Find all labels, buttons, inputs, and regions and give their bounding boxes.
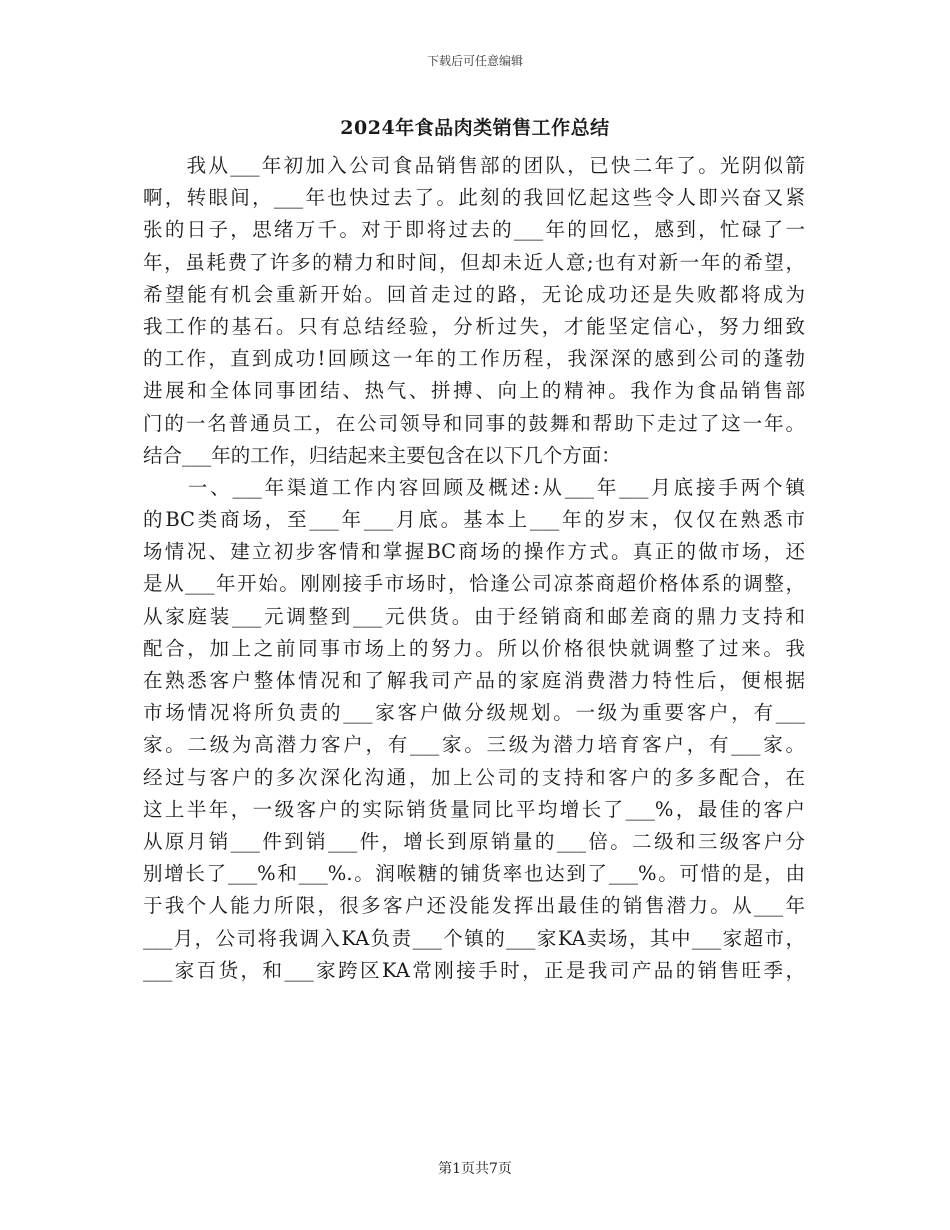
- body-line: 家。二级为高潜力客户，有___家。三级为潜力培育客户，有___家。: [143, 733, 805, 757]
- document-body: [143, 150, 805, 987]
- body-line: 的BC类商场，至___年___月底。基本上___年的岁末，仅仅在熟悉市: [143, 508, 805, 532]
- body-line: 张的日子，思绪万千。对于即将过去的___年的回忆，感到，忙碌了一: [143, 218, 805, 242]
- body-line: 于我个人能力所限，很多客户还没能发挥出最佳的销售潜力。从___年: [143, 894, 805, 918]
- body-line: 经过与客户的多次深化沟通，加上公司的支持和客户的多多配合，在: [143, 765, 805, 789]
- body-line: 场情况、建立初步客情和掌握BC商场的操作方式。真正的做市场，还: [143, 540, 805, 564]
- body-line: 在熟悉客户整体情况和了解我司产品的家庭消费潜力特性后，便根据: [143, 669, 805, 692]
- body-line: 我从___年初加入公司食品销售部的团队，已快二年了。光阴似箭: [143, 154, 805, 177]
- body-line: 市场情况将所负责的___家客户做分级规划。一级为重要客户，有___: [143, 701, 805, 725]
- body-line: 进展和全体同事团结、热气、拼搏、向上的精神。我作为食品销售部: [143, 379, 805, 403]
- body-line: ___月，公司将我调入KA负责___个镇的___家KA卖场，其中___家超市，: [143, 926, 805, 950]
- body-line: 从家庭装___元调整到___元供货。由于经销商和邮差商的鼎力支持和: [143, 604, 805, 628]
- body-line: 这上半年，一级客户的实际销货量同比平均增长了___%，最佳的客户: [143, 797, 805, 821]
- page-number: 第1页共7页: [438, 1161, 512, 1177]
- body-line: 是从___年开始。刚刚接手市场时，恰逢公司凉茶商超价格体系的调整，: [143, 572, 805, 596]
- body-line: 结合___年的工作，归结起来主要包含在以下几个方面：: [143, 443, 621, 467]
- body-line: 从原月销___件到销___件，增长到原销量的___倍。二级和三级客户分: [143, 829, 805, 853]
- body-line: 配合，加上之前同事市场上的努力。所以价格很快就调整了过来。我: [143, 636, 805, 660]
- body-line: 希望能有机会重新开始。回首走过的路，无论成功还是失败都将成为: [143, 282, 805, 306]
- body-line: 别增长了___%和___%.。润喉糖的铺货率也达到了___%。可惜的是，由: [143, 862, 805, 886]
- body-line: 的工作，直到成功!回顾这一年的工作历程，我深深的感到公司的蓬勃: [143, 347, 805, 371]
- body-line: 一、___年渠道工作内容回顾及概述:从___年___月底接手两个镇: [143, 475, 805, 499]
- body-line: 啊，转眼间，___年也快过去了。此刻的我回忆起这些令人即兴奋又紧: [143, 186, 805, 210]
- body-line: ___家百货，和___家跨区KA常刚接手时，正是我司产品的销售旺季，: [143, 958, 805, 982]
- body-line: 年，虽耗费了许多的精力和时间，但却未近人意;也有对新一年的希望，: [143, 250, 805, 274]
- body-line: 门的一名普通员工，在公司领导和同事的鼓舞和帮助下走过了这一年。: [143, 411, 805, 435]
- header-note: 下载后可任意编辑: [426, 54, 523, 68]
- document-title: 2024年食品肉类销售工作总结: [340, 117, 610, 139]
- body-line: 我工作的基石。只有总结经验，分析过失，才能坚定信心，努力细致: [143, 314, 805, 338]
